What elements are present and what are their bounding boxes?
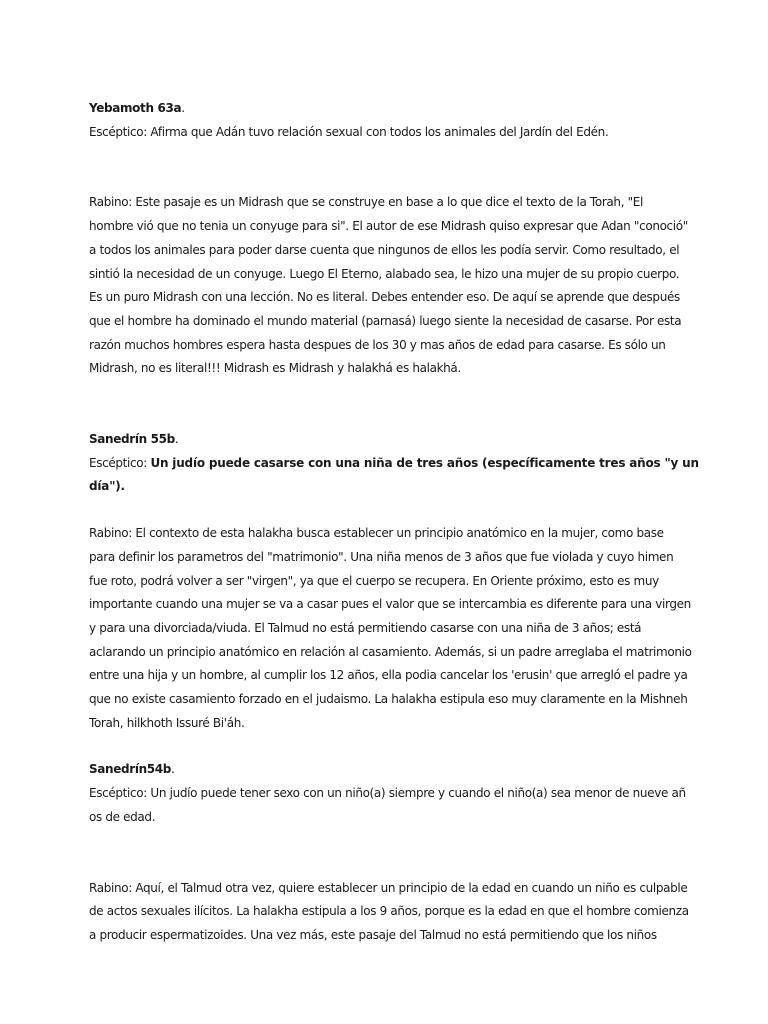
skeptic-label: Escéptico: [89, 455, 147, 470]
rabbi-line: Es un puro Midrash con una lección. No es literal. Debes entender eso. De aquí se aprende que después [89, 290, 680, 305]
section-title-period: . [174, 432, 179, 447]
rabbi-line: Rabino: Este pasaje es un Midrash que se construye en base a lo que dice el texto de la Torah, "El [89, 195, 643, 210]
rabbi-line: a todos los animales para poder darse cuenta que ningunos de ellos les podía servir. Como resultado, el [89, 242, 680, 257]
rabbi-line: hombre vió que no tenia un conyuge para si". El autor de ese Midrash quiso expresar que Adan "conoció" [89, 219, 688, 234]
rabbi-paragraph [89, 877, 688, 948]
skeptic-text: os de edad. [89, 809, 156, 824]
rabbi-paragraph [89, 522, 692, 735]
skeptic-paragraph [89, 782, 688, 829]
rabbi-line: sintió la necesidad de un conyuge. Luego El Eterno, alabado sea, le hizo una mujer de su propio cuerpo. [89, 266, 680, 281]
rabbi-line: entre una hija y un hombre, al cumplir los 12 años, ella podia cancelar los 'erusin' que arregló el padre ya [89, 668, 688, 683]
section-heading [89, 758, 688, 782]
section-title-period: . [181, 101, 185, 115]
rabbi-line: que no existe casamiento forzado en el judaismo. La halakha estipula eso muy claramente en la Mishneh [89, 692, 688, 707]
rabbi-paragraph [89, 191, 688, 381]
section-heading [89, 97, 688, 121]
rabbi-line: Torah, hilkhoth Issuré Bi'áh. [89, 715, 245, 730]
section-title: Yebamoth 63a [89, 101, 182, 115]
rabbi-line: razón muchos hombres espera hasta despues de los 30 y mas años de edad para casarse. Es sólo un [89, 337, 666, 352]
section-title: Sanedrín 55b [89, 432, 175, 447]
section-heading [89, 428, 688, 452]
paragraph-spacer [89, 735, 688, 758]
paragraph-spacer [89, 144, 688, 191]
rabbi-line: Rabino: El contexto de esta halakha busca establecer un principio anatómico en la mujer, como base [89, 526, 664, 541]
skeptic-label: Escéptico: [89, 786, 147, 801]
section-title: Sanedrín54b [89, 762, 172, 777]
skeptic-text: Afirma que Adán tuvo relación sexual con todos los animales del Jardín del Edén. [146, 124, 609, 139]
skeptic-text: Un judío puede tener sexo con un niño(a) siempre y cuando el niño(a) sea menor de nueve añ [146, 786, 686, 801]
skeptic-bold-text: día"). [89, 479, 125, 494]
rabbi-line: fue roto, podrá volver a ser "virgen", ya que el cuerpo se recupera. En Oriente próximo, esto es muy [89, 573, 659, 588]
skeptic-paragraph [89, 121, 688, 145]
skeptic-bold-text: Un judío puede casarse con una niña de tres años (específicamente tres años "y un [150, 455, 699, 470]
paragraph-spacer [89, 830, 688, 877]
skeptic-paragraph [89, 452, 699, 499]
skeptic-label: Escéptico: [89, 124, 147, 139]
rabbi-line: a producir espermatizoides. Una vez más, este pasaje del Talmud no está permitiendo que los niños [89, 927, 657, 942]
rabbi-line: importante cuando una mujer se va a casar pues el valor que se intercambia es diferente para una virgen [89, 597, 691, 612]
paragraph-spacer [89, 381, 688, 428]
section-title-period: . [171, 762, 175, 777]
rabbi-line: que el hombre ha dominado el mundo material (parnasá) luego siente la necesidad de casarse. Por esta [89, 313, 682, 328]
rabbi-line: de actos sexuales ilícitos. La halakha estipula a los 9 años, porque es la edad en que el hombre comienza [89, 904, 689, 919]
rabbi-line: aclarando un principio anatómico en relación al casamiento. Además, si un padre arreglaba el matrimonio [89, 644, 692, 659]
rabbi-line: para definir los parametros del "matrimonio". Una niña menos de 3 años que fue violada y cuyo himen [89, 549, 674, 564]
rabbi-line: y para una divorciada/viuda. El Talmud no está permitiendo casarse con una niña de 3 años; está [89, 620, 642, 635]
rabbi-line: Rabino: Aquí, el Talmud otra vez, quiere establecer un principio de la edad en cuando un niño es culpable [89, 880, 688, 895]
paragraph-spacer [89, 499, 688, 522]
rabbi-line: Midrash, no es literal!!! Midrash es Midrash y halakhá es halakhá. [89, 361, 461, 376]
